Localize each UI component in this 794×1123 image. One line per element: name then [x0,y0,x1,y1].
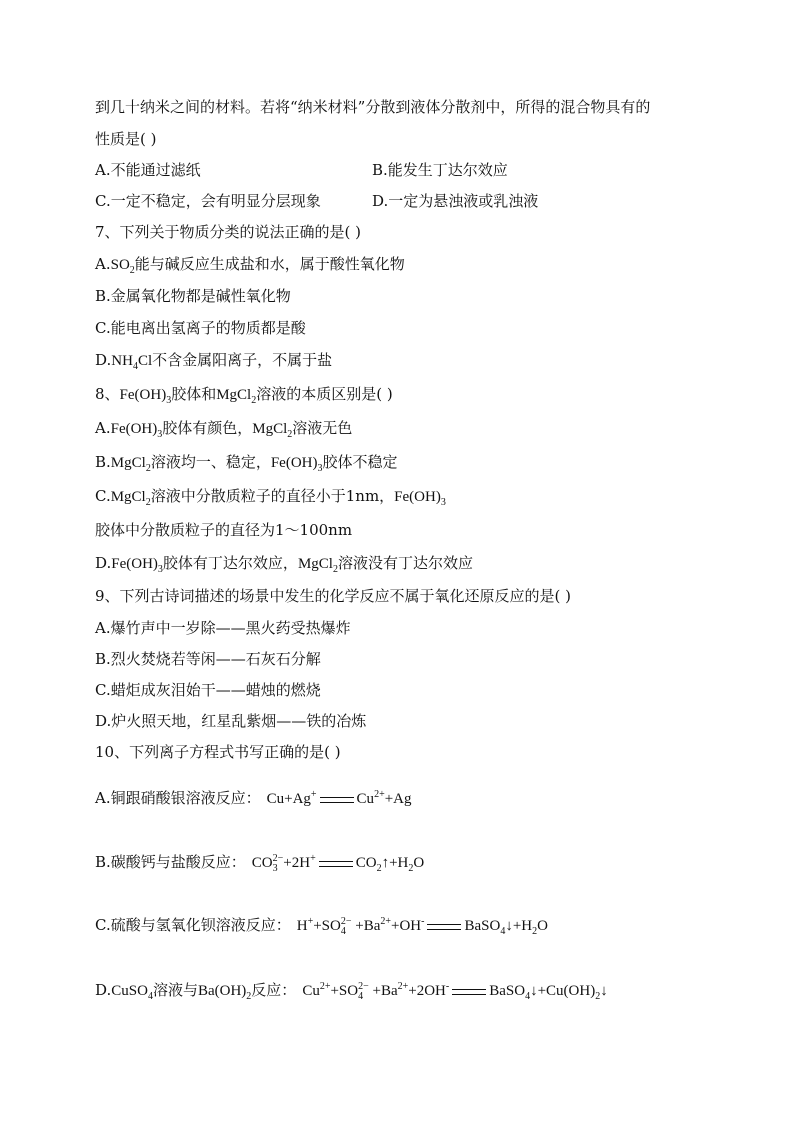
equation-a: Cu+Ag+ $Cu^{2+}+Ag$ [266,789,412,807]
q9-option-c: C.蜡炬成灰泪始干——蜡烛的燃烧 [95,681,321,699]
q10-stem: 10、下列离子方程式书写正确的是( ) [95,743,341,761]
intro-line-1: 到几十纳米之间的材料。若将“纳米材料”分散到液体分散剂中，所得的混合物具有的 [95,98,651,116]
q7-option-a: $A.SO_2$能与碱反应生成盐和水，属于酸性氧化物 [95,255,405,276]
q9-option-b: B.烈火焚烧若等闲——石灰石分解 [95,650,321,668]
q9-option-a: A.爆竹声中一岁除——黑火药受热爆炸 [95,619,351,637]
equation-b: $CO_3^{2-}+2H^+$ $CO_2↑+H_2O$ [251,853,425,874]
q9-option-d: D.炉火照天地，红星乱紫烟——铁的冶炼 [95,712,367,730]
q10-option-a: A.铜跟硝酸银溶液反应： Cu+Ag+ $Cu^{2+}+Ag$ [95,789,412,807]
q9-stem: 9、下列古诗词描述的场景中发生的化学反应不属于氧化还原反应的是( ) [95,587,572,605]
q10-option-d: D.CuSO$_4$溶液与$Ba(OH)_2$反应： $Cu^{2+}+SO_4^{2-} +Ba^{2+}+2OH^-$ $BaSO_4↓+Cu(OH)_2↓$ [95,981,608,1002]
q7-option-c: C.能电离出氢离子的物质都是酸 [95,319,306,337]
q8-option-c: C.MgCl$_2$溶液中分散质粒子的直径小于1nm，$Fe(OH)_3$ [95,487,446,508]
q7-option-d: $D.NH_4Cl$不含金属阳离子，不属于盐 [95,351,333,372]
q10-option-b: B.碳酸钙与盐酸反应： $CO_3^{2-}+2H^+$ $CO_2↑+H_2O$ [95,853,425,874]
q6-option-b: B.能发生丁达尔效应 [372,161,508,179]
equation-c: $H^++SO_4^{2-} +Ba^{2+}+OH^-$ $BaSO_4↓+H_2O$ [296,916,548,937]
formula-fe-oh3: $Fe(OH)_3$ [119,387,172,406]
formula-mgcl2: MgCl$_2$ [216,387,257,406]
q8-option-b: B.MgCl$_2$溶液均一、稳定，$Fe(OH)_3$胶体不稳定 [95,453,398,474]
q7-stem: 7、下列关于物质分类的说法正确的是( ) [95,223,362,241]
q6-option-c: C.一定不稳定，会有明显分层现象 [95,192,321,210]
formula-so2: $SO_2$ [110,257,135,276]
q8-option-d: $D.Fe(OH)_3$胶体有丁达尔效应，MgCl$_2$溶液没有丁达尔效应 [95,554,473,575]
formula-ba-oh2: $Ba(OH)_2$ [197,983,252,1002]
intro-line-2: 性质是( ) [95,130,157,148]
q6-option-a: A.不能通过滤纸 [95,161,201,179]
equation-d: $Cu^{2+}+SO_4^{2-} +Ba^{2+}+2OH^-$ $BaSO_4↓+Cu(OH)_2↓$ [302,981,608,1002]
q7-option-b: B.金属氧化物都是碱性氧化物 [95,287,291,305]
formula-nh4cl: $NH_4Cl$ [111,353,153,372]
q6-option-d: D.一定为悬浊液或乳浊液 [372,192,539,210]
formula-cuso4: CuSO$_4$ [111,983,153,1002]
q8-stem: 8、$Fe(OH)_3$胶体和MgCl$_2$溶液的本质区别是( ) [95,385,393,406]
q8-option-a: $A.Fe(OH)_3$胶体有颜色，MgCl$_2$溶液无色 [95,419,353,440]
q8-option-c-continued: 胶体中分散质粒子的直径为1～100nm [95,521,353,539]
q10-option-c: C.硫酸与氢氧化钡溶液反应： $H^++SO_4^{2-} +Ba^{2+}+OH^-$ $BaSO_4↓+H_2O$ [95,916,548,937]
